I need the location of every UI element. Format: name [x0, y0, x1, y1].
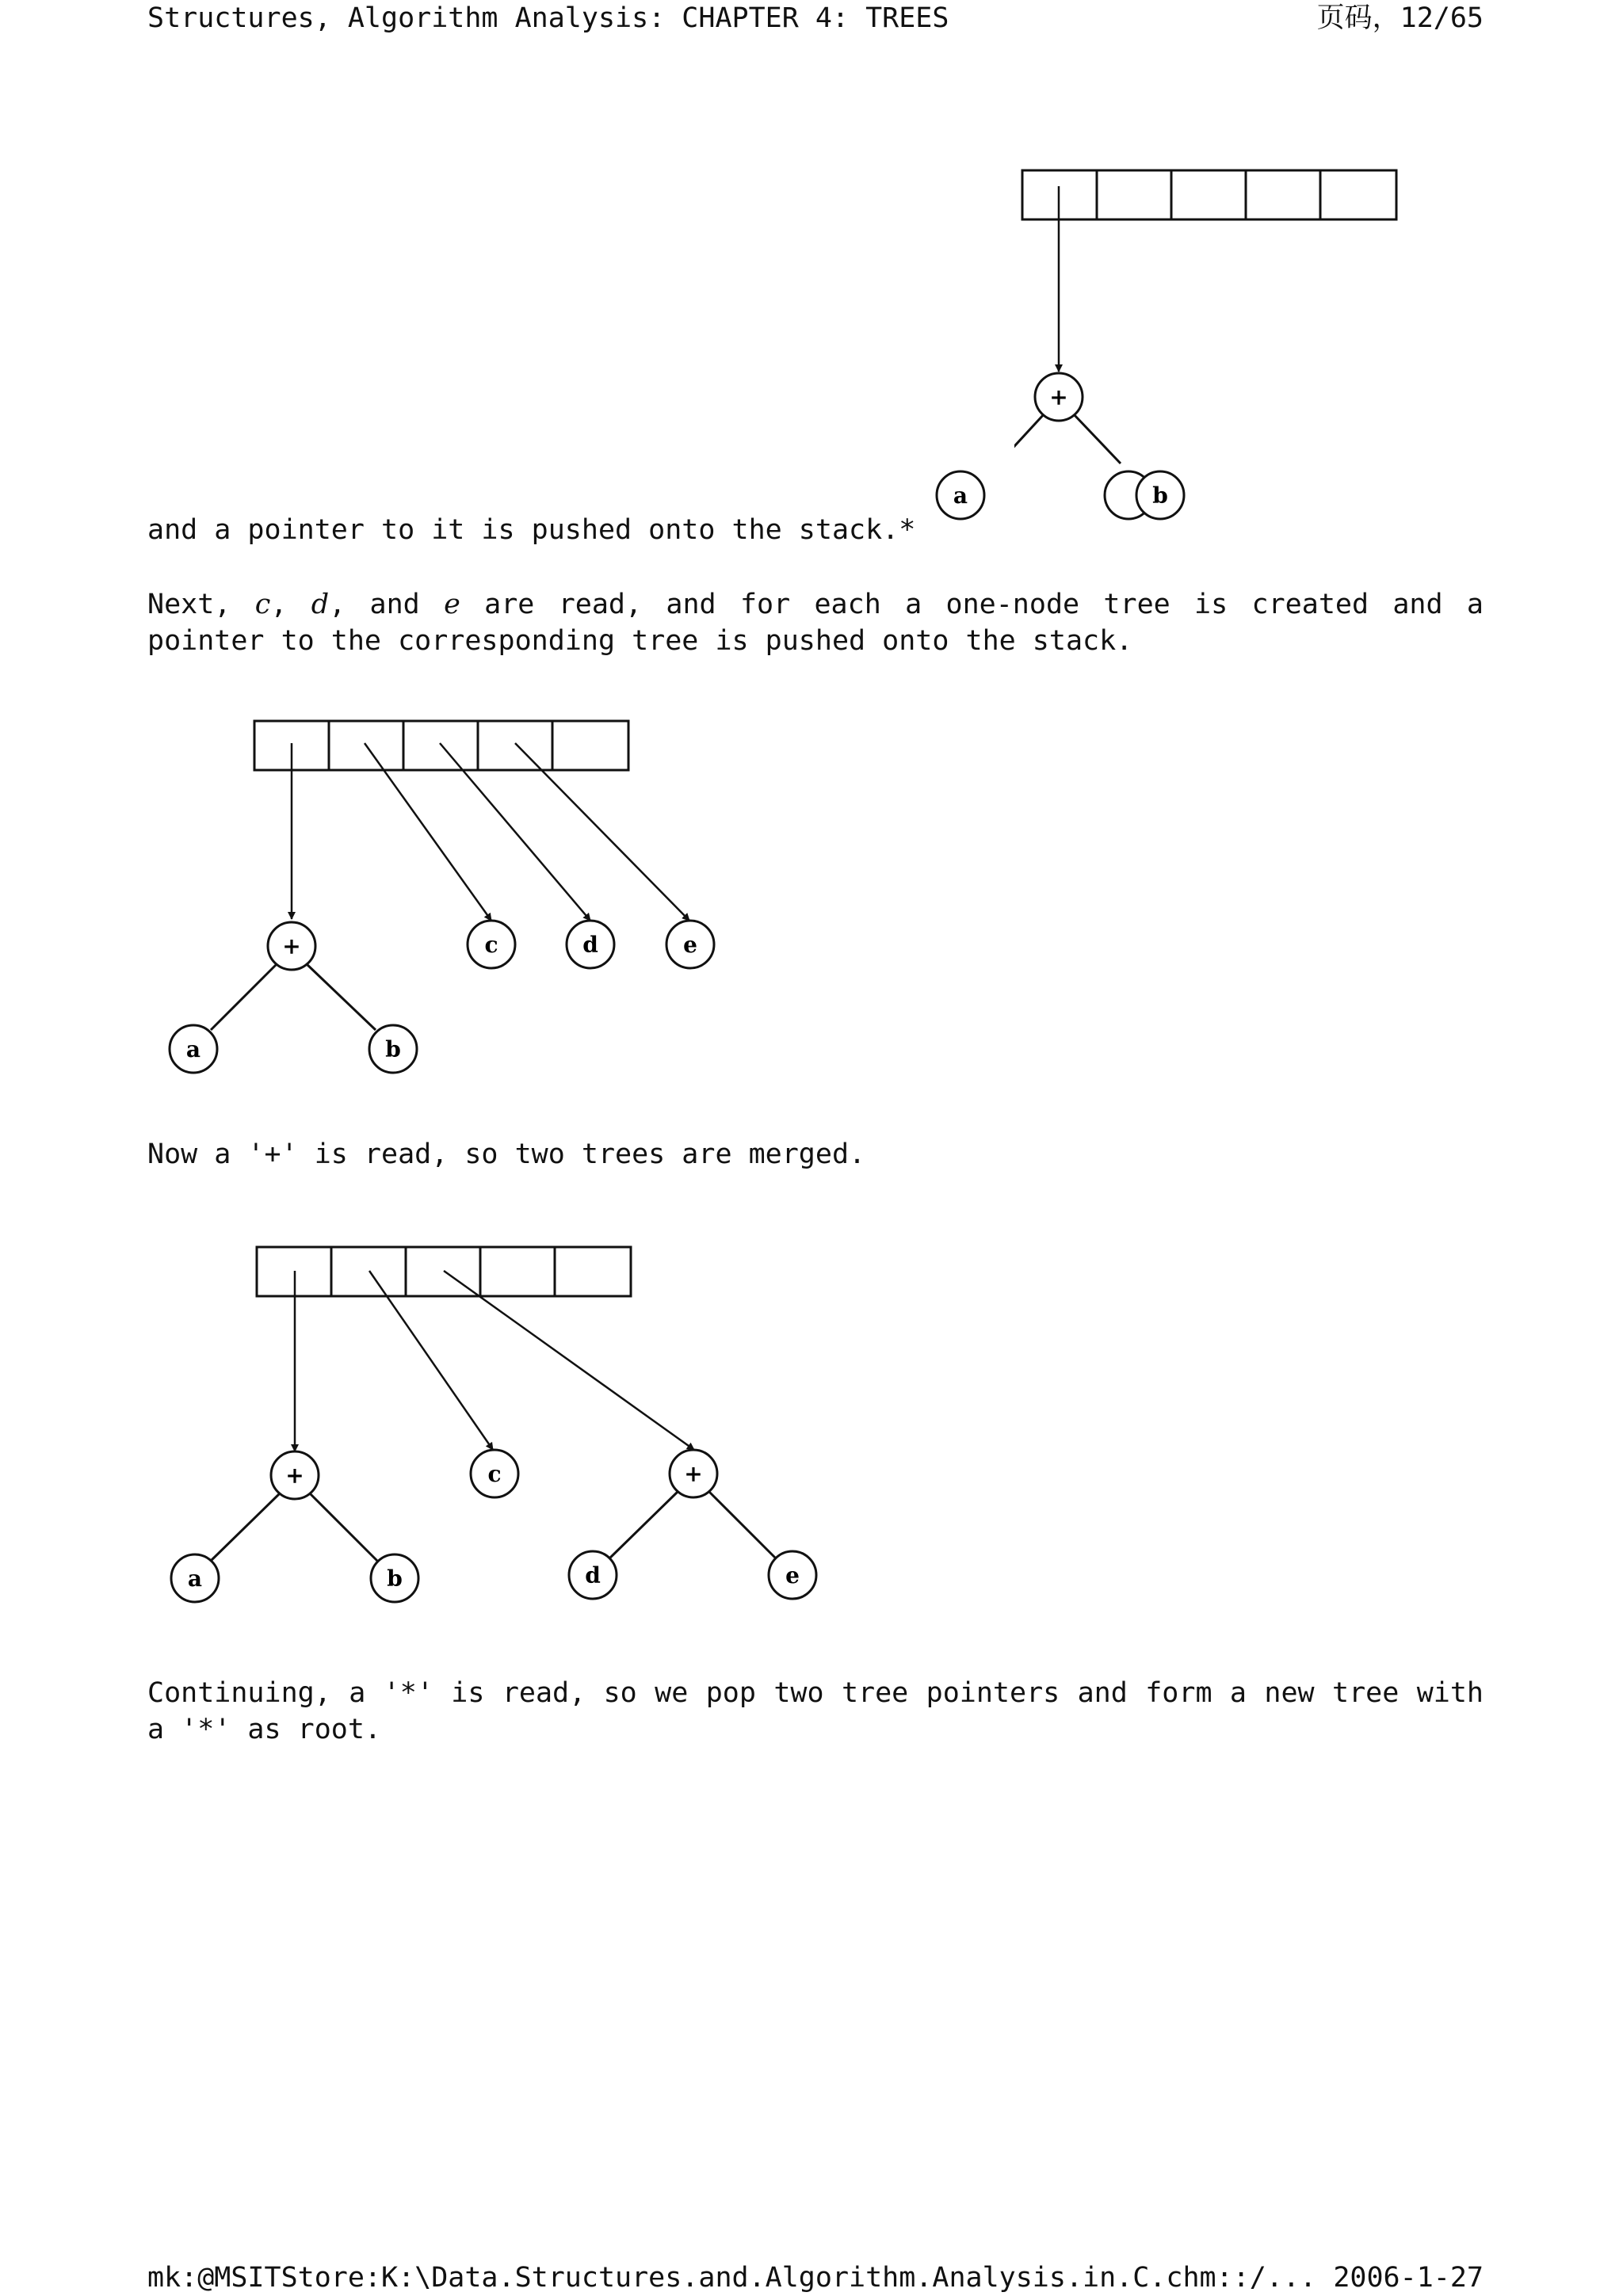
tree-node-c [468, 921, 515, 968]
tree-node-left [937, 471, 984, 519]
text-fragment: , and [329, 589, 445, 620]
var-c: c [254, 589, 271, 620]
tree-node-right-label [1136, 471, 1184, 519]
tree-node-e [769, 1551, 816, 1599]
node-label: b [1152, 482, 1168, 509]
node-label: e [683, 932, 697, 958]
paragraph-star-read: Continuing, a '*' is read, so we pop two tree pointers and form a new tree with a '*' as root. [147, 1677, 1484, 1745]
tree-node-d [567, 921, 614, 968]
tree-node-plus-1 [271, 1451, 319, 1499]
node-label: a [953, 482, 968, 509]
tree-node-a [171, 1554, 219, 1602]
node-label: b [387, 1566, 403, 1592]
page-number: 页码，12/65 [1316, 2, 1484, 34]
page-header-title: Structures, Algorithm Analysis: CHAPTER 4: TREES [147, 2, 949, 34]
figure-stack-four-trees [158, 713, 761, 1085]
paragraph-read-cde [147, 586, 1484, 659]
tree-node-plus-2 [670, 1450, 717, 1497]
var-d: d [311, 589, 330, 620]
tree-node-root [1035, 373, 1083, 421]
footer-path: mk:@MSITStore:K:\Data.Structures.and.Algorithm.Analysis.in.C.chm::/... [147, 2262, 1317, 2294]
figure-stack-one-tree-leaves [927, 460, 1244, 531]
node-label: + [1049, 384, 1068, 410]
text-fragment: Next, [147, 589, 255, 620]
stack-pointer-arrows [295, 1271, 694, 1451]
var-e: e [444, 589, 460, 620]
node-label: a [187, 1566, 203, 1592]
node-label: d [585, 1562, 601, 1589]
node-label: e [785, 1562, 800, 1589]
tree-node-b [369, 1025, 417, 1073]
stack-array [1022, 170, 1396, 219]
footer-date: 2006-1-27 [1333, 2262, 1484, 2294]
paragraph-plus-read: Now a '+' is read, so two trees are merged. [147, 1138, 866, 1170]
node-label: + [684, 1461, 703, 1487]
node-label: + [285, 1463, 304, 1489]
tree-node-b [371, 1554, 418, 1602]
tree-node-c [471, 1450, 518, 1497]
figure-stack-merged-trees [158, 1239, 840, 1611]
text-fragment: , [270, 589, 311, 620]
node-label: a [185, 1036, 201, 1062]
node-label: d [582, 932, 598, 958]
node-label: b [385, 1036, 401, 1062]
tree-node-e [666, 921, 714, 968]
tree-node-plus [268, 922, 315, 970]
node-label: c [487, 1461, 502, 1487]
tree-node-a [170, 1025, 217, 1073]
text-fragment: are read, and for each a one-node tree is created and a pointer to the corresponding tree is pushed onto the stack. [147, 589, 1484, 657]
paragraph-pointer-pushed: and a pointer to it is pushed onto the stack.* [147, 514, 916, 546]
node-label: c [484, 932, 498, 958]
tree-node-d [569, 1551, 617, 1599]
node-label: + [282, 933, 301, 959]
